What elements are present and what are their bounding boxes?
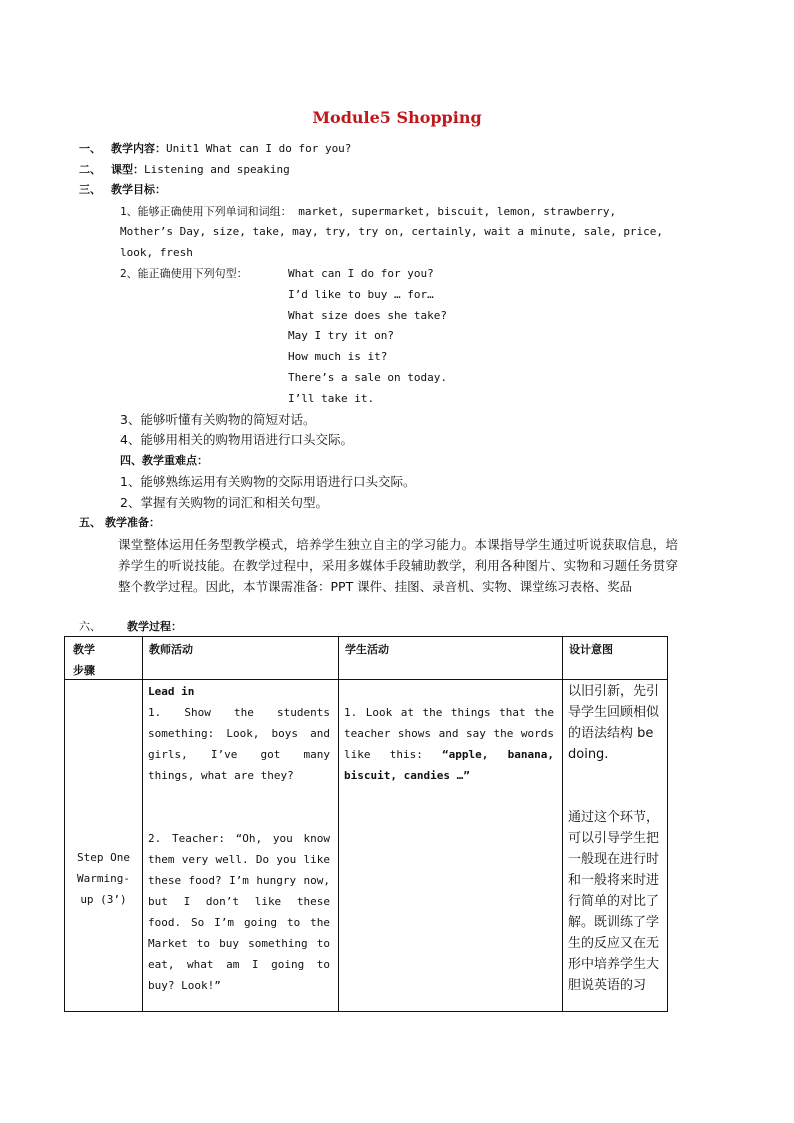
design-intent-cell: [568, 681, 664, 996]
header-step-line: 步骤: [73, 664, 95, 677]
sentence-pattern: What size does she take?: [288, 309, 447, 322]
key-point-2: 2、掌握有关购物的词汇和相关句型。: [120, 495, 328, 510]
design-intent-2: 通过这个环节，可以引导学生把一般现在进行时和一般将来时进行简单的对比了解。既训练了学生的反应又在无形中培养学生大胆说英语的习: [568, 810, 660, 993]
section-text: Unit1 What can I do for you?: [166, 142, 352, 155]
teaching-process-table: [64, 636, 668, 1012]
header-teacher: 教师活动: [149, 643, 193, 656]
teacher-activity-step-2: 2. Teacher: “Oh, you know them very well. Do you like these food? I’m hungry now, but I don’t like these food. So I’m going to the Market to buy something to eat, what am I going to buy? Look!”: [148, 832, 330, 992]
table-divider: [562, 637, 563, 1011]
objective-4: 4、能够用相关的购物用语进行口头交际。: [120, 432, 353, 447]
table-divider: [142, 637, 143, 1011]
teacher-activity-heading: Lead in: [148, 685, 195, 698]
header-step: [73, 639, 137, 681]
section-label: 课型：: [111, 163, 144, 176]
step-cell: [65, 847, 142, 910]
section-text: Listening and speaking: [144, 163, 290, 176]
step-line: Warming-: [77, 872, 130, 885]
section-process: [79, 619, 182, 635]
step-line: Step One: [77, 851, 130, 864]
section-number: 六、: [79, 620, 101, 633]
preparation-paragraph: 课堂整体运用任务型教学模式，培养学生独立自主的学习能力。本课指导学生通过听说获取信息，培养学生的听说技能。在教学过程中，采用多媒体手段辅助教学，利用各种图片、实物和习题任务贯穿整个教学过程。因此，本节课需准备：PPT 课件、挂图、录音机、实物、课堂练习表格、奖品: [118, 537, 678, 594]
student-activity-words: “apple, banana, biscuit, candies …”: [344, 748, 554, 782]
teacher-activity-step-1: 1. Show the students something: Look, boys and girls, I’ve got many things, what are they?: [148, 706, 330, 782]
section-number: 一、: [79, 142, 101, 155]
table-divider: [65, 679, 667, 680]
section-preparation: [79, 515, 160, 531]
student-activity-step-1: [344, 702, 554, 786]
sentence-pattern: How much is it?: [288, 350, 388, 363]
sentence-pattern: There’s a sale on today.: [288, 371, 447, 384]
sentence-pattern: What can I do for you?: [288, 267, 434, 280]
section-label: 教学过程：: [127, 620, 182, 633]
section-label: 教学准备：: [105, 516, 160, 529]
student-activity-cell: [344, 702, 554, 786]
design-intent-1: 以旧引新，先引导学生回顾相似的语法结构 be doing.: [568, 684, 660, 762]
teacher-activity-cell: [148, 681, 330, 996]
objective-3: 3、能够听懂有关购物的简短对话。: [120, 412, 316, 427]
section-objectives: [79, 182, 166, 198]
header-student: 学生活动: [345, 643, 389, 656]
objective-1-line-2: Mother’s Day, size, take, may, try, try on, certainly, wait a minute, sale, price,: [120, 225, 664, 238]
table-divider: [338, 637, 339, 1011]
objective-1-line-3: look, fresh: [120, 246, 193, 259]
student-activity-text: 1. Look at the things that the teacher shows and say the words like this:: [344, 706, 554, 761]
step-line: up (3’): [80, 893, 127, 906]
section-number: 五、: [79, 516, 101, 529]
page-title: Module5 Shopping: [312, 108, 482, 127]
section-number: 二、: [79, 163, 101, 176]
objective-2-intro: 2、能正确使用下列句型：: [120, 267, 248, 280]
section-label: 教学内容：: [111, 142, 166, 155]
section-number: 三、: [79, 183, 101, 196]
sentence-pattern: I’ll take it.: [288, 392, 375, 405]
header-step-line: 教学: [73, 643, 95, 656]
section-key-points-label: 四、教学重难点：: [120, 454, 208, 467]
key-point-1: 1、能够熟练运用有关购物的交际用语进行口头交际。: [120, 474, 416, 489]
sentence-pattern: May I try it on?: [288, 329, 394, 342]
sentence-pattern: I’d like to buy … for…: [288, 288, 434, 301]
section-lesson-type: [79, 162, 290, 178]
header-design: 设计意图: [569, 643, 613, 656]
objective-1-line-1: 1、能够正确使用下列单词和词组： market, supermarket, biscuit, lemon, strawberry,: [120, 205, 617, 218]
section-label: 教学目标：: [111, 183, 166, 196]
section-content: [79, 141, 351, 157]
